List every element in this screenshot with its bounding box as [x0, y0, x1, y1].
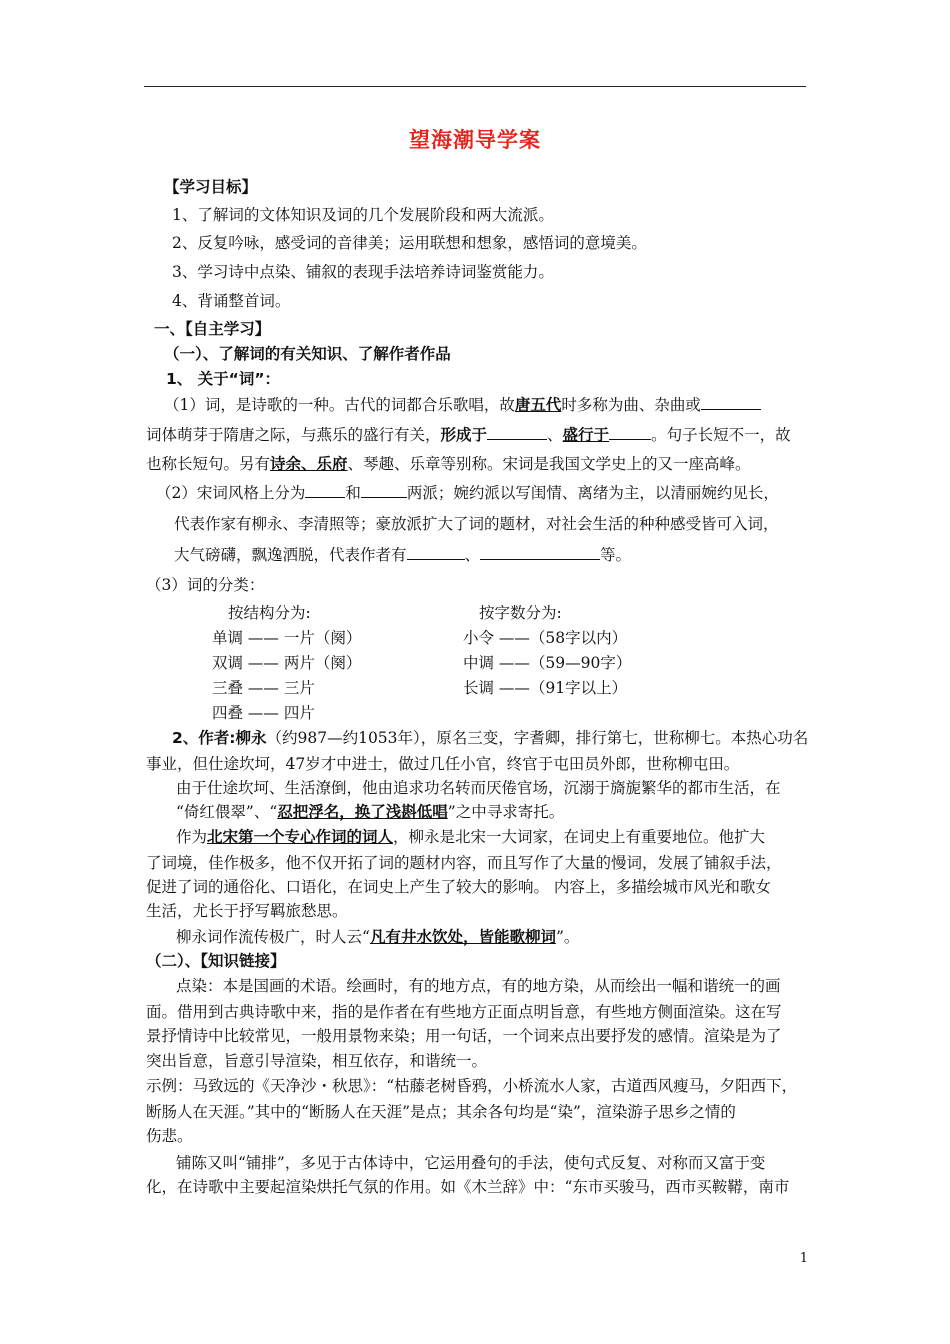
text: 。句子长短不一，故 [651, 426, 791, 444]
text: ”。 [555, 928, 580, 946]
fill-blank[interactable] [305, 482, 345, 498]
knowledge-line: 面。借用到古典诗歌中来，指的是作者在有些地方正面点明旨意，有些地方侧面渲染。这在写 [146, 1003, 782, 1021]
text: 词体萌芽于隋唐之际，与燕乐的盛行有关， [146, 426, 441, 444]
about-ci-heading: 1、 关于“词”： [166, 370, 281, 388]
example-line: 示例：马致远的《天净沙・秋思》：“枯藤老树昏鸦，小桥流水人家，古道西风瘦马，夕阳西下， [146, 1077, 798, 1095]
objective-item: 3、学习诗中点染、铺叙的表现手法培养诗词鉴赏能力。 [172, 263, 554, 281]
text: 作为 [176, 828, 208, 846]
text: 大气磅礴，飘逸洒脱，代表作者有 [174, 546, 407, 564]
fill-blank[interactable] [361, 482, 407, 498]
structure-column-heading: 按结构分为: [228, 604, 311, 622]
text: ”之中寻求寄托。 [447, 803, 565, 821]
fill-blank[interactable] [701, 394, 761, 410]
structure-item: 三叠 —— 三片 [212, 679, 315, 697]
text: 和 [345, 484, 361, 502]
bold-term: 盛行于 [562, 426, 610, 444]
author-line: 由于仕途坎坷、生活潦倒，他由追求功名转而厌倦官场，沉溺于旖旎繁华的都市生活，在 [176, 779, 781, 797]
text: “倚红偎翠”、“ [176, 803, 278, 821]
author-line: 事业，但仕途坎坷，47岁才中进士，做过几任小官，终官于屯田员外郎，世称柳屯田。 [146, 755, 740, 773]
knowledge-line: 景抒情诗中比较常见，一般用景物来染；用一句话，一个词来点出要抒发的感情。渲染是为了 [146, 1027, 782, 1045]
ci-para-line [146, 424, 791, 446]
text: 等。 [600, 546, 632, 564]
objective-item: 2、反复吟咏，感受词的音律美；运用联想和想象，感悟词的意境美。 [172, 234, 647, 252]
bold-term: 形成于 [440, 426, 488, 444]
style-para-line [174, 544, 631, 566]
example-line: 断肠人在天涯。”其中的“断肠人在天涯”是点；其余各句均是“染”，渲染游子思乡之情的 [146, 1103, 736, 1121]
knowledge-line: 突出旨意，旨意引导渲染，相互依存，和谐统一。 [146, 1052, 488, 1070]
ci-para-line [164, 394, 761, 416]
underlined-term: 诗余、乐府 [270, 455, 348, 473]
fill-blank[interactable] [609, 424, 651, 440]
page-number: 1 [799, 1251, 808, 1266]
knowledge-line: 铺陈又叫“铺排”，多见于古体诗中，它运用叠句的手法，使句式反复、对称而又富于变 [176, 1154, 766, 1172]
knowledge-heading: （二）、【知识链接】 [146, 952, 286, 970]
author-line [176, 801, 564, 823]
text: 、 [464, 546, 481, 564]
text: ，柳永是北宋一大词家，在词史上有重要地位。他扩大 [393, 828, 766, 846]
underlined-quote: 忍把浮名，换了浅斟低唱 [277, 803, 448, 821]
style-para-line: 代表作家有柳永、李清照等；豪放派扩大了词的题材，对社会生活的种种感受皆可入词， [174, 515, 779, 533]
text: 也称长短句。另有 [146, 455, 271, 473]
style-para-line [156, 482, 779, 504]
text: （约987—约1053年），原名三变，字耆卿，排行第七，世称柳七。本热心功名 [266, 729, 809, 747]
wordcount-item: 中调 ——（59—90字） [463, 654, 632, 672]
text: 时多称为曲、杂曲或 [561, 396, 701, 414]
structure-item: 双调 —— 两片（阕） [212, 654, 362, 672]
header-rule [144, 86, 806, 87]
text: 柳永词作流传极广，时人云“ [176, 928, 370, 946]
underlined-quote: 凡有井水饮处，皆能歌柳词 [369, 928, 556, 946]
author-line [172, 727, 808, 749]
author-label: 2、作者: [172, 729, 236, 747]
wordcount-item: 长调 ——（91字以上） [463, 679, 628, 697]
structure-item: 单调 —— 一片（阕） [212, 629, 362, 647]
author-line [176, 926, 579, 948]
author-line: 生活，尤长于抒写羁旅愁思。 [146, 902, 348, 920]
fill-blank[interactable] [407, 544, 465, 560]
author-line: 了词境，佳作极多，他不仅开拓了词的题材内容，而且写作了大量的慢词，发展了铺叙手法， [146, 854, 782, 872]
text: （1）词，是诗歌的一种。古代的词都合乐歌唱，故 [164, 396, 515, 414]
text: 两派；婉约派以写闺情、离绪为主，以清丽婉约见长， [406, 484, 779, 502]
objective-item: 1、了解词的文体知识及词的几个发展阶段和两大流派。 [172, 206, 554, 224]
self-study-heading: 一、【自主学习】 [154, 320, 271, 338]
fill-blank[interactable] [480, 544, 600, 560]
text: 、 [547, 426, 563, 444]
subsection-heading: （一）、了解词的有关知识、了解作者作品 [164, 345, 451, 363]
author-line: 促进了词的通俗化、口语化，在词史上产生了较大的影响。 内容上，多描绘城市风光和歌女 [146, 878, 771, 896]
ci-para-line [146, 453, 751, 475]
text: 、琴趣、乐章等别称。宋词是我国文学史上的又一座高峰。 [347, 455, 751, 473]
knowledge-line: 化，在诗歌中主要起渲染烘托气氛的作用。如《木兰辞》中：“东市买骏马，西市买鞍鞯，南市 [146, 1178, 790, 1196]
classification-heading: （3）词的分类： [146, 576, 265, 594]
page-title: 望海潮导学案 [409, 128, 541, 152]
underlined-term: 唐五代 [514, 396, 562, 414]
wordcount-column-heading: 按字数分为: [479, 604, 562, 622]
author-line [176, 826, 765, 848]
author-name: 柳永 [235, 729, 267, 747]
objectives-heading: 【学习目标】 [164, 178, 258, 196]
structure-item: 四叠 —— 四片 [212, 704, 315, 722]
fill-blank[interactable] [487, 424, 547, 440]
objective-item: 4、背诵整首词。 [172, 292, 291, 310]
text: （2）宋词风格上分为 [156, 484, 306, 502]
knowledge-line: 点染：本是国画的术语。绘画时，有的地方点，有的地方染，从而绘出一幅和谐统一的画 [176, 977, 781, 995]
underlined-term: 北宋第一个专心作词的词人 [207, 828, 394, 846]
example-line: 伤悲。 [146, 1127, 193, 1145]
wordcount-item: 小令 ——（58字以内） [463, 629, 628, 647]
